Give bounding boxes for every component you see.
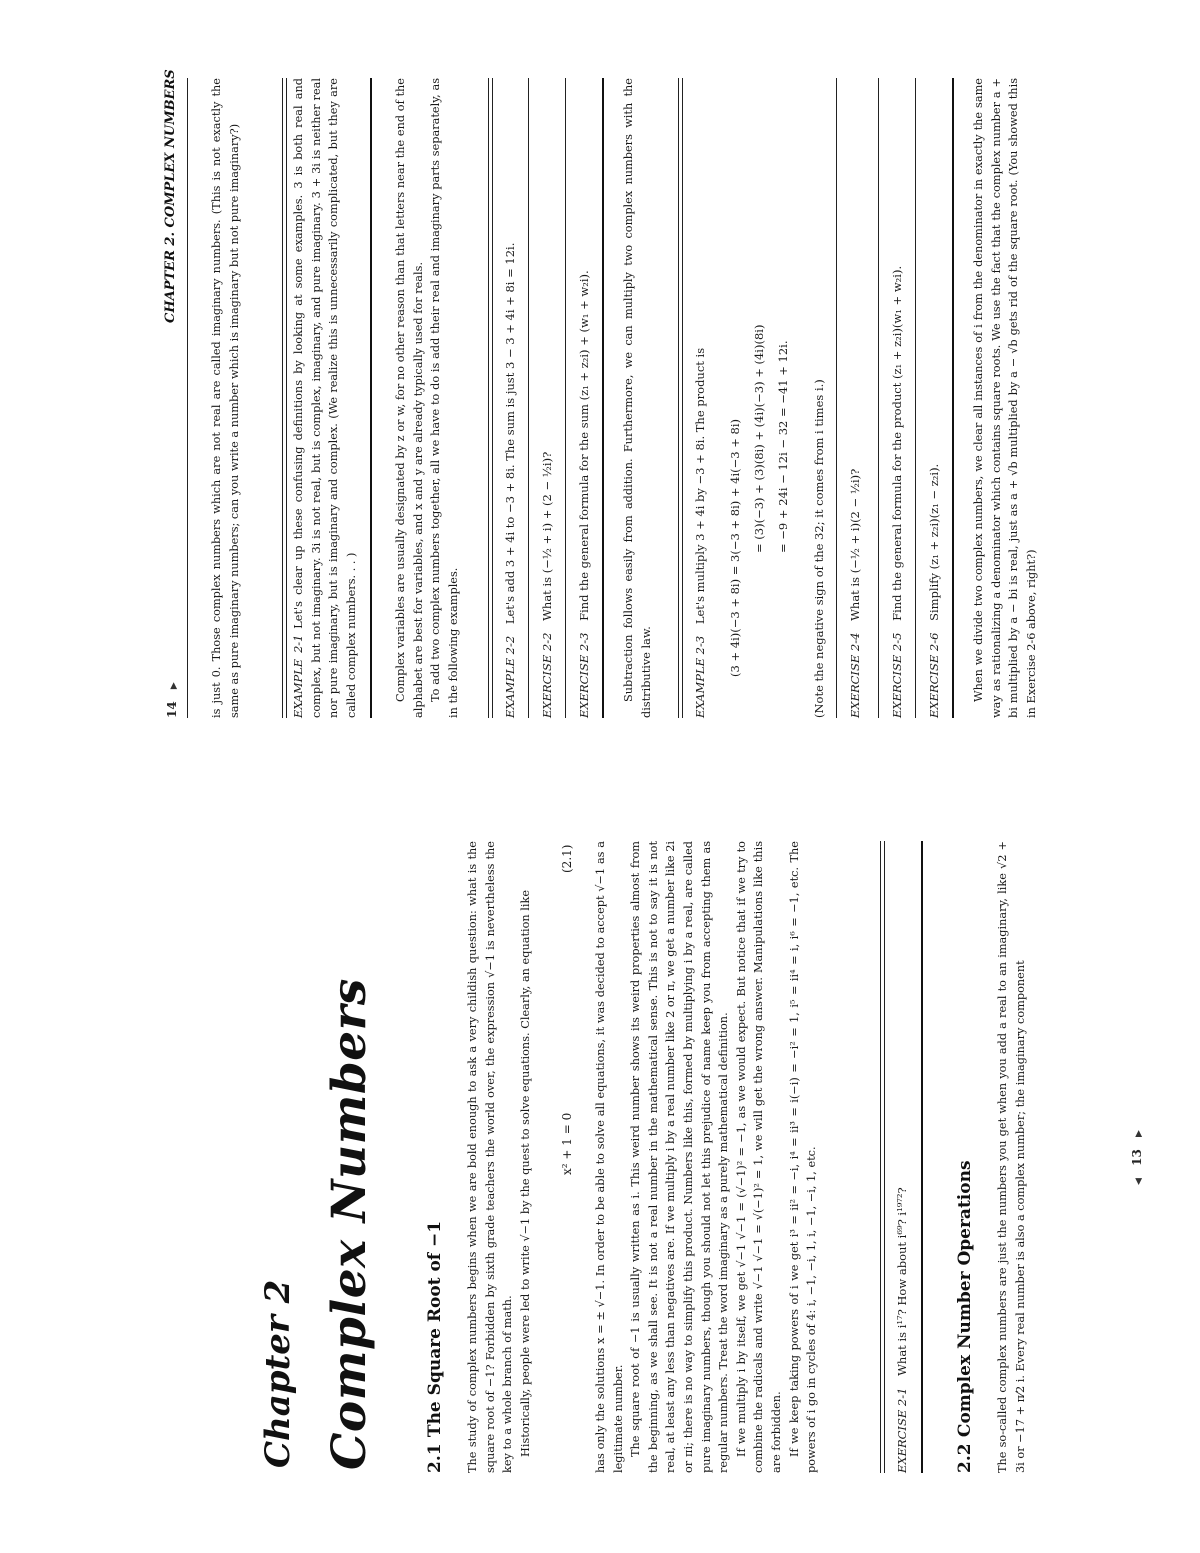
page-folio-14 <box>165 682 179 718</box>
exercise-text: What is (−½ + i) + (2 − ½i)? <box>540 451 554 621</box>
exercise-text: Find the general formula for the sum (z₁ + z₂i) + (w₁ + w₂i). <box>577 270 591 621</box>
paragraph-division <box>970 78 1040 718</box>
example-rule-top <box>488 78 493 718</box>
section-heading-2-2 <box>955 1160 975 1473</box>
math-line-2: = (3)(−3) + (3)(8i) + (4i)(−3) + (4i)(8i) <box>752 324 766 553</box>
page-number: 14 <box>165 701 179 718</box>
section-heading-2-1 <box>425 1221 445 1473</box>
exercise-2-3 <box>577 270 591 718</box>
example-text: Let's multiply 3 + 4i by −3 + 8i. The product is <box>693 347 707 625</box>
prev-arrow-icon: ◀ <box>1134 1178 1144 1185</box>
exercise-text: Find the general formula for the product (z₁ + z₂i)(w₁ + w₂i). <box>890 265 904 621</box>
header-rule <box>187 78 188 718</box>
paragraph-1: is just 0. Those complex numbers which are not real are called imaginary numbers. (This is not exactly the same as pure imaginary numbers; can you write a number which is imaginary but not pure imaginary?) <box>210 78 241 718</box>
section-number: 2.1 <box>425 1443 445 1473</box>
example-text: Let's add 3 + 4i to −3 + 8i. The sum is just 3 − 3 + 4i + 8i = 12i. <box>503 242 517 625</box>
example-2-2 <box>503 243 517 718</box>
page-number: 13 <box>1130 1149 1144 1166</box>
paragraph-2: Historically, people were led to write √−1 by the quest to solve equations. Clearly, an equation like <box>518 889 532 1457</box>
exercise-label: EXERCISE 2-1 <box>895 1387 909 1473</box>
chapter-title: Complex Numbers <box>322 978 377 1470</box>
paragraph-7: The so-called complex numbers are just the numbers you get when you add a real to an imaginary, like √2 + 3i or −17 + π⁄2 i. Every real number is also a complex number; the imaginary component <box>996 841 1027 1473</box>
exercise-2-4 <box>848 469 862 718</box>
running-head: CHAPTER 2. COMPLEX NUMBERS <box>163 69 178 323</box>
exercise-rule-bottom <box>952 78 954 718</box>
exercise-rule-bottom <box>602 78 604 718</box>
exercise-rule <box>915 78 916 718</box>
exercise-label: EXERCISE 2-5 <box>890 632 904 718</box>
next-arrow-icon: ▶ <box>1134 1130 1144 1137</box>
exercise-2-2 <box>540 452 554 718</box>
exercise-label: EXERCISE 2-3 <box>577 632 591 718</box>
exercise-text: Simplify (z₁ + z₂i)(z₁ − z₂i). <box>927 463 941 621</box>
example-rule-bottom <box>528 78 529 718</box>
equation-2-1: x² + 1 = 0 <box>560 1112 574 1175</box>
exercise-rule-bottom <box>921 841 923 1473</box>
page-folio-13 <box>1130 1130 1144 1185</box>
example-label: EXAMPLE 2-1 <box>292 634 305 718</box>
example-2-1 <box>290 78 360 718</box>
paragraph-4: The square root of −1 is usually written as i. This weird number shows its weird properties almost from the beginning, as we shall see. It is not a real number in the mathematical sense. This is not to say it is not real, at least any less than negatives are. If we multiply i by a real number like 2 or π, we get a number like 2i or πi; there is no way to simplify this product. Numbers like this, formed by multiplying i by a real, are called pure imaginary numbers, though you should not let this prejudice of name keep you from accepting them as regular numbers. Treat the word imaginary as a purely mathematical definition. <box>629 841 731 1473</box>
equation-number: (2.1) <box>560 844 574 873</box>
exercise-label: EXERCISE 2-4 <box>848 632 862 718</box>
section-title: Complex Number Operations <box>955 1160 975 1438</box>
note-negative-sign: (Note the negative sign of the 32; it comes from i times i.) <box>812 379 826 718</box>
exercise-label: EXERCISE 2-6 <box>927 632 941 718</box>
page-14 <box>0 0 1200 763</box>
paragraph-1: The study of complex numbers begins when we are bold enough to ask a very childish question: what is the square root of −1? Forbidden by sixth grade teachers the world over, the expression √−1 is nevertheless the key to a whole branch of math. <box>466 841 515 1473</box>
math-line-1: (3 + 4i)(−3 + 8i) = 3(−3 + 8i) + 4i(−3 + 8i) <box>728 418 742 677</box>
exercise-rule <box>878 78 879 718</box>
example-rule-top <box>678 78 683 718</box>
example-rule-bottom <box>370 78 372 718</box>
paragraph-subtraction <box>620 78 655 718</box>
paragraph-2: Complex variables are usually designated by z or w, for no other reason than that letters near the end of the alphabet are best for variables, and x and y are already typically used for reals. <box>394 78 425 718</box>
math-line-3: = −9 + 24i − 12i − 32 = −41 + 12i. <box>776 340 790 553</box>
paragraph-body <box>592 841 821 1473</box>
paragraph-4: Subtraction follows easily from addition. Furthermore, we can multiply two complex numbers with the distributive law. <box>622 78 653 718</box>
paragraph-intro <box>464 841 534 1473</box>
example-label: EXAMPLE 2-2 <box>503 635 517 718</box>
example-label: EXAMPLE 2-3 <box>693 635 707 718</box>
paragraph-6: If we keep taking powers of i we get i³ = ii² = −i, i⁴ = ii³ = i(−i) = −i² = 1, i⁵ = ii⁴ = i, i⁶ = −1, etc. The powers of i go in cycles of 4: i, −1, −i, 1, i, −1, −i, 1, etc. <box>787 841 819 1473</box>
chapter-label: Chapter 2 <box>258 1279 298 1468</box>
exercise-rule-top <box>880 841 885 1473</box>
exercise-text: What is i¹⁷? How about i⁶⁹? i¹⁹⁷²? <box>895 1187 909 1376</box>
example-2-3 <box>693 348 707 718</box>
exercise-rule <box>565 78 566 718</box>
next-arrow-icon: ▶ <box>169 682 179 690</box>
example-text: Let's clear up these confusing definitions by looking at some examples. 3 is both real and complex, but not imaginary. 3i is not real, but is complex, imaginary, and pure imaginary. 3 + 3i is neither real nor pure imaginary, but is imaginary and complex. (We realize this is unnecessarily complicated, but they are called complex numbers. . . ) <box>292 78 358 718</box>
paragraph-complex <box>994 841 1029 1473</box>
exercise-2-6 <box>927 464 941 718</box>
example-rule-bottom <box>836 78 837 718</box>
paragraph-imaginary <box>208 78 243 718</box>
paragraph-3: has only the solutions x = ± √−1. In order to be able to solve all equations, it was decided to accept √−1 as a legitimate number. <box>594 841 625 1473</box>
exercise-label: EXERCISE 2-2 <box>540 632 554 718</box>
paragraph-variables <box>392 78 462 718</box>
example-rule-top <box>282 78 287 718</box>
section-title: The Square Root of −1 <box>425 1220 445 1438</box>
paragraph-3: To add two complex numbers together, all we have to do is add their real and imaginary parts separately, as in the following examples. <box>429 78 460 718</box>
paragraph-5: If we multiply i by itself, we get √−1 √−1 = (√−1)² = −1, as we would expect. But notice that if we try to combine the radicals and write √−1 √−1 = √(−1)² = 1, we will get the wrong answer. Manipulations like this are forbidden. <box>734 841 783 1473</box>
section-number: 2.2 <box>955 1443 975 1473</box>
exercise-2-5 <box>890 266 904 718</box>
exercise-text: What is (−½ + i)(2 − ½i)? <box>848 468 862 621</box>
page-13 <box>0 783 1200 1553</box>
exercise-2-1 <box>895 1187 909 1473</box>
paragraph-5: When we divide two complex numbers, we clear all instances of i from the denominator in exactly the same way as rationalizing a denominator which contains square roots. We use the fact that the complex number a + bi multiplied by a − bi is real, just as a + √b multiplied by a − √b gets rid of the square root. (You showed this in Exercise 2-6 above, right?) <box>972 78 1038 718</box>
